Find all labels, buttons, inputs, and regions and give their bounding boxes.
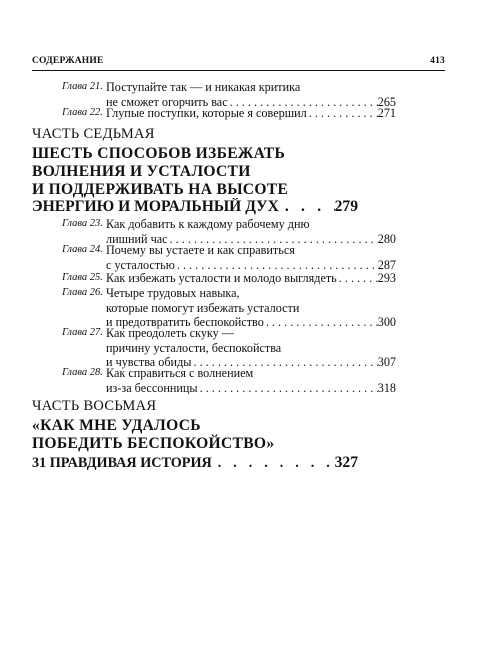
chapter-title-line: Как справиться с волнением <box>106 366 254 380</box>
part-8-subtitle-leader[interactable] <box>32 454 358 472</box>
chapter-title-line: Как добавить к каждому рабочему дню <box>106 217 310 231</box>
dot-leader <box>198 381 378 395</box>
part-7-title-line: И ПОДДЕРЖИВАТЬ НА ВЫСОТЕ <box>32 181 289 198</box>
chapter-page-number: 287 <box>377 257 396 272</box>
chapter-label: Глава 27. <box>62 327 103 338</box>
part-7-title-line: ВОЛНЕНИЯ И УСТАЛОСТИ <box>32 163 251 180</box>
chapter-label: Глава 22. <box>62 107 103 118</box>
chapter-title-line: и предотвратить беспокойство <box>106 315 264 329</box>
dot-leader <box>279 198 335 216</box>
dot-leader <box>264 315 378 329</box>
chapter-page-number: 300 <box>377 315 396 329</box>
chapter-title-line: не сможет огорчить вас <box>106 94 228 109</box>
chapter-leader-line <box>106 381 396 395</box>
chapter-title-line: с усталостью <box>106 257 175 272</box>
chapter-title-line: Как преодолеть скуку — <box>106 326 234 340</box>
chapter-title-line: Поступайте так — и никакая критика <box>106 80 301 94</box>
header-title: СОДЕРЖАНИЕ <box>32 56 104 66</box>
dot-leader <box>212 454 335 472</box>
chapter-page-number: 318 <box>377 380 396 395</box>
chapter-label: Глава 21. <box>62 81 103 92</box>
chapter-label: Глава 28. <box>62 367 103 378</box>
chapter-page-number: 293 <box>377 271 396 285</box>
chapter-title-line: Как избежать усталости и молодо выглядеть <box>106 271 337 285</box>
chapter-page-number: 307 <box>377 355 396 369</box>
part-8-page-number: 327 <box>334 454 358 471</box>
chapter-title-line: которые помогут избежать усталости <box>106 300 300 315</box>
chapter-leader-line <box>106 271 396 285</box>
chapter-label: Глава 23. <box>62 218 103 229</box>
header-page-number: 413 <box>430 56 445 66</box>
chapter-page-number: 280 <box>377 231 396 246</box>
chapter-title-line: Глупые поступки, которые я совершил <box>106 106 307 120</box>
chapter-title-line: лишний час <box>106 231 168 246</box>
part-7-title-line: ЭНЕРГИЮ И МОРАЛЬНЫЙ ДУХ <box>32 198 279 215</box>
part-8-title-line: «КАК МНЕ УДАЛОСЬ <box>32 417 201 434</box>
part-7-label: ЧАСТЬ СЕДЬМАЯ <box>32 126 155 142</box>
part-8-subtitle: 31 ПРАВДИВАЯ ИСТОРИЯ <box>32 455 212 471</box>
chapter-leader-line <box>106 258 396 272</box>
chapter-page-number: 271 <box>377 106 396 120</box>
dot-leader <box>175 258 378 272</box>
part-7-title-leader[interactable] <box>32 198 358 216</box>
chapter-leader-line <box>106 106 396 120</box>
chapter-title-line: Четыре трудовых навыка, <box>106 286 240 300</box>
part-7-page-number: 279 <box>334 198 358 215</box>
dot-leader <box>337 271 378 285</box>
chapter-title-line: и чувства обиды <box>106 355 192 369</box>
part-8-title-line: ПОБЕДИТЬ БЕСПОКОЙСТВО» <box>32 435 275 452</box>
chapter-page-number: 265 <box>377 94 396 109</box>
running-header <box>32 56 445 68</box>
chapter-title-line: причину усталости, беспокойства <box>106 340 282 355</box>
chapter-label: Глава 26. <box>62 287 103 298</box>
part-7-title-line: ШЕСТЬ СПОСОБОВ ИЗБЕЖАТЬ <box>32 145 286 162</box>
dot-leader <box>307 106 378 120</box>
chapter-title-line: из-за бессонницы <box>106 380 198 395</box>
chapter-label: Глава 24. <box>62 244 103 255</box>
chapter-title-line: Почему вы устаете и как справиться <box>106 243 295 257</box>
chapter-label: Глава 25. <box>62 272 103 283</box>
part-8-label: ЧАСТЬ ВОСЬМАЯ <box>32 398 157 414</box>
header-rule <box>32 70 445 71</box>
